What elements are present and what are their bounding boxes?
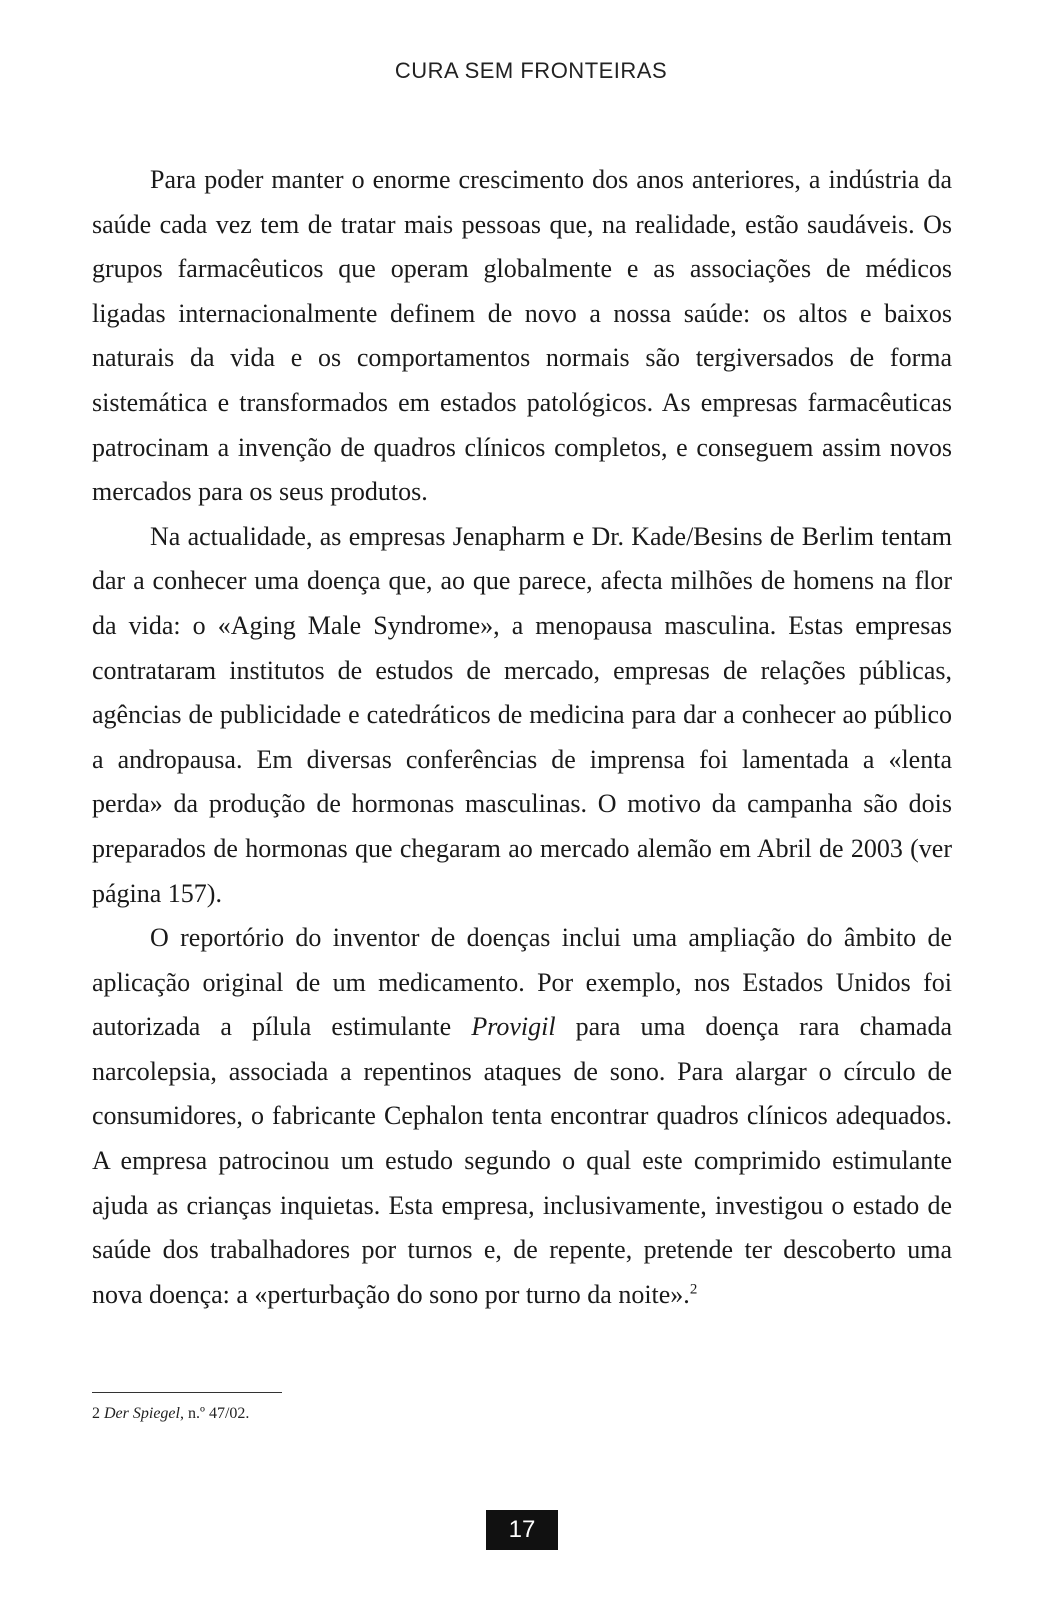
footnote-detail: , n.º 47/02.	[179, 1405, 250, 1422]
footnote-number: 2	[92, 1405, 100, 1422]
footnote-divider	[92, 1392, 282, 1393]
paragraph-1: Para poder manter o enorme crescimento dos anos anteriores, a indústria da saúde cada vez tem de tratar mais pessoas que, na realidade, estão saudáveis. Os grupos farmacêuticos que operam globalmente e as associações de médicos ligadas internacionalmente definem de novo a nossa saúde: os altos e baixos naturais da vida e os comportamentos normais são tergiversados de forma sistemática e transformados em estados patológicos. As empresas farmacêuticas patrocinam a invenção de quadros clínicos completos, e conseguem assim novos mercados para os seus produtos.	[92, 165, 952, 507]
footnote-reference: 2	[689, 1281, 698, 1298]
page-number: 17	[486, 1510, 558, 1550]
footnote	[92, 1405, 249, 1423]
drug-name-italic: Provigil	[471, 1012, 556, 1042]
footnote-source: Der Spiegel	[104, 1405, 180, 1422]
paragraph-3-text-a: O reportório do inventor de doenças inclui uma ampliação do âmbito de aplicação original de um medicamento. Por exemplo, nos Estados Unidos foi autorizada a pílula estimulante	[92, 923, 952, 1042]
body-text	[92, 158, 952, 1317]
running-head-title: CURA SEM FRONTEIRAS	[394, 58, 668, 83]
paragraph-3	[92, 916, 952, 1317]
paragraph-2: Na actualidade, as empresas Jenapharm e Dr. Kade/Besins de Berlim tentam dar a conhecer uma doença que, ao que parece, afecta milhões de homens na flor da vida: o «Aging Male Syndrome», a menopausa masculina. Estas empresas contrataram institutos de estudos de mercado, empresas de relações públicas, agências de publicidade e catedráticos de medicina para dar a conhecer ao público a andropausa. Em diversas conferências de imprensa foi lamentada a «lenta perda» da produção de hormonas masculinas. O motivo da campanha são dois preparados de hormonas que chegaram ao mercado alemão em Abril de 2003 (ver página 157).	[92, 521, 952, 908]
paragraph-3-text-b: para uma doença rara chamada narcolepsia, associada a repentinos ataques de sono. Para alargar o círculo de consumidores, o fabricante Cephalon tenta encontrar quadros clínicos adequados. A empresa patrocinou um estudo segundo o qual este comprimido estimulante ajuda as crianças inquietas. Esta empresa, inclusivamente, investigou o estado de saúde dos trabalhadores por turnos e, de repente, pretende ter descoberto uma nova doença: a «perturbação do sono por turno da noite».	[92, 1012, 953, 1309]
